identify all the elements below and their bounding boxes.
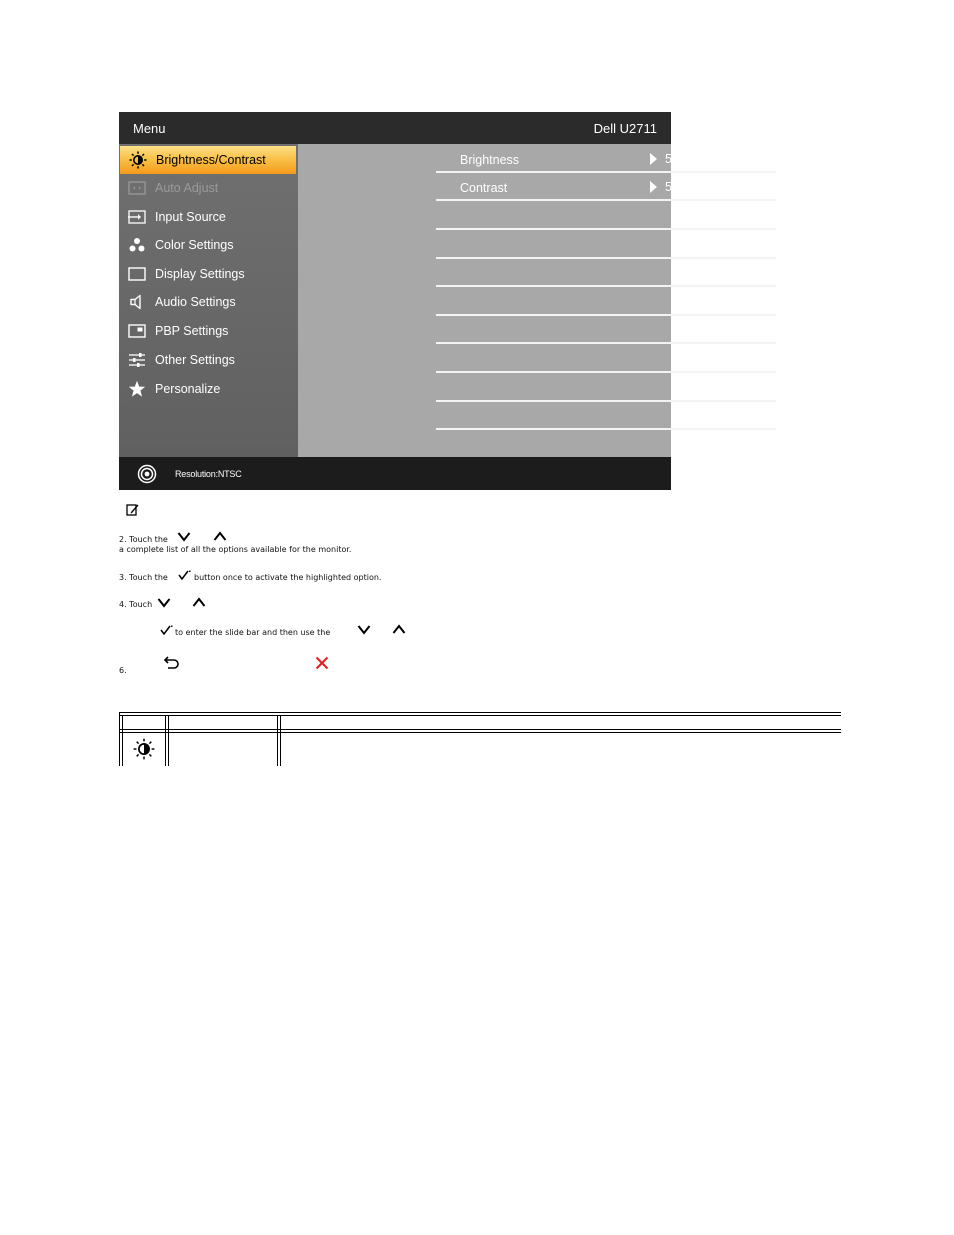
osd-footer	[119, 457, 671, 490]
menu-item-personalize[interactable]	[119, 375, 298, 403]
submenu-label: Contrast	[460, 181, 508, 195]
menu-item-input-source[interactable]	[119, 203, 298, 231]
chevron-down-icon	[357, 624, 371, 635]
menu-item-label: Auto Adjust	[155, 181, 219, 195]
step-4-text: 4. Touch	[119, 600, 153, 609]
chevron-up-icon	[392, 624, 406, 635]
menu-item-pbp-settings[interactable]	[119, 317, 298, 345]
menu-item-other-settings[interactable]	[119, 346, 298, 374]
osd-menu-title: Menu	[133, 121, 166, 136]
monitor-model: Dell U2711	[593, 121, 657, 136]
osd-menu	[119, 112, 679, 490]
resolution-status: Resolution:NTSC	[175, 469, 242, 479]
row-separator	[436, 428, 776, 430]
menu-item-label: Brightness/Contrast	[156, 153, 266, 167]
table-border	[119, 712, 120, 766]
menu-item-audio-settings[interactable]	[119, 288, 298, 316]
menu-item-label: Audio Settings	[155, 295, 236, 309]
resolution-icon	[137, 464, 157, 484]
auto-adjust-icon	[128, 179, 146, 197]
osd-main-menu	[119, 144, 298, 457]
menu-item-brightness-contrast[interactable]	[120, 146, 296, 174]
osd-submenu	[298, 144, 679, 457]
speaker-icon	[128, 293, 146, 311]
check-icon	[178, 570, 191, 580]
step-3-text-suffix: button once to activate the highlighted option.	[194, 573, 382, 582]
pbp-settings-icon	[128, 322, 146, 340]
submenu-row-empty	[436, 288, 776, 316]
contrast-value: 50	[665, 180, 679, 194]
close-icon	[315, 656, 329, 670]
color-settings-icon	[128, 236, 146, 254]
row-separator	[436, 199, 776, 201]
menu-item-auto-adjust[interactable]	[119, 174, 298, 202]
step-2-text-line2: a complete list of all the options available for the monitor.	[119, 545, 352, 554]
menu-item-label: Color Settings	[155, 238, 234, 252]
submenu-row-empty	[436, 202, 776, 230]
row-separator	[436, 285, 776, 287]
table-border	[277, 715, 278, 766]
menu-item-color-settings[interactable]	[119, 231, 298, 259]
menu-item-label: Personalize	[155, 382, 221, 396]
table-border	[122, 715, 123, 766]
submenu-row-brightness[interactable]	[436, 145, 776, 173]
table-border	[168, 715, 169, 766]
input-source-icon	[128, 208, 146, 226]
settings-table	[119, 712, 841, 766]
step-6-text: 6.	[119, 666, 127, 675]
submenu-row-empty	[436, 374, 776, 402]
step-3-text: 3. Touch the	[119, 573, 168, 582]
table-border	[119, 712, 841, 713]
submenu-row-contrast[interactable]	[436, 173, 776, 201]
table-border	[119, 732, 841, 733]
check-icon	[160, 625, 173, 635]
table-border	[119, 715, 841, 716]
step-2-text: 2. Touch the	[119, 535, 168, 544]
chevron-up-icon	[213, 531, 227, 542]
submenu-row-empty	[436, 402, 776, 430]
menu-item-label: Input Source	[155, 210, 226, 224]
row-separator	[436, 342, 776, 344]
table-border	[165, 715, 166, 766]
arrow-right-icon	[650, 181, 657, 193]
submenu-row-empty	[436, 231, 776, 259]
step-5-text: to enter the slide bar and then use the	[175, 628, 331, 637]
sliders-icon	[128, 351, 146, 369]
menu-item-label: Display Settings	[155, 267, 245, 281]
arrow-right-icon	[650, 153, 657, 165]
osd-header	[119, 112, 671, 145]
row-separator	[436, 371, 776, 373]
brightness-value: 50	[665, 152, 679, 166]
submenu-row-empty	[436, 345, 776, 373]
note-icon	[126, 503, 139, 516]
submenu-row-empty	[436, 316, 776, 344]
menu-item-label: PBP Settings	[155, 324, 229, 338]
menu-item-label: Other Settings	[155, 353, 235, 367]
menu-item-display-settings[interactable]	[119, 260, 298, 288]
brightness-icon	[133, 738, 155, 760]
table-border	[280, 715, 281, 766]
back-icon	[163, 655, 180, 669]
submenu-row-empty	[436, 259, 776, 287]
submenu-label: Brightness	[460, 153, 520, 167]
chevron-down-icon	[157, 597, 171, 608]
chevron-up-icon	[192, 597, 206, 608]
row-separator	[436, 228, 776, 230]
star-icon	[128, 380, 146, 398]
chevron-down-icon	[177, 531, 191, 542]
display-settings-icon	[128, 265, 146, 283]
table-border	[119, 729, 841, 730]
brightness-icon	[129, 151, 147, 169]
